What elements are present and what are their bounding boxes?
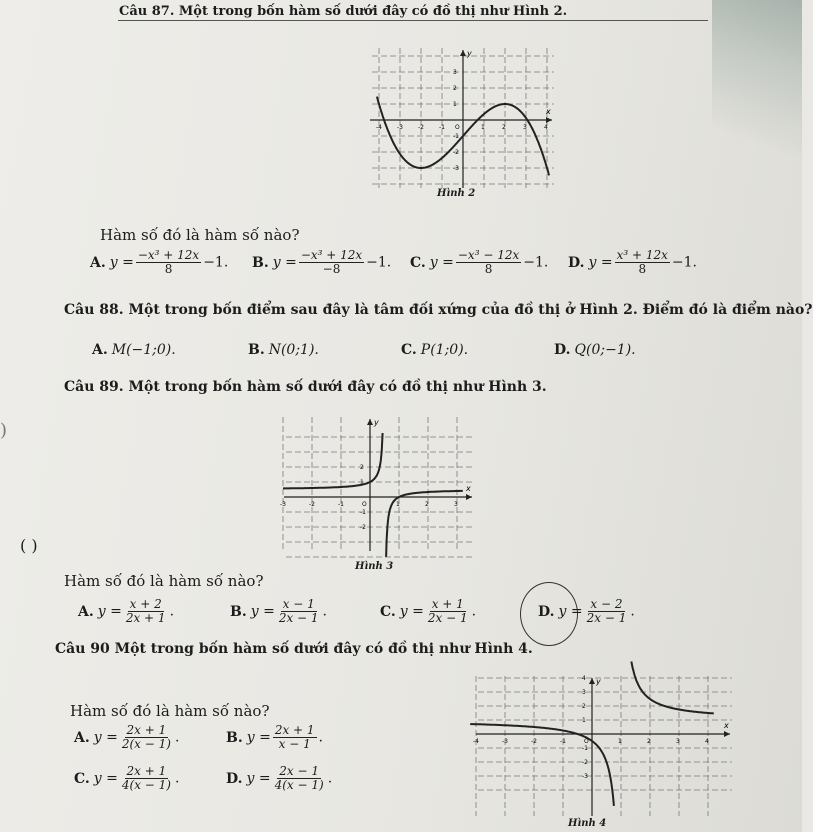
fraction-numerator: x + 1 xyxy=(431,597,464,611)
q90-question: Hàm số đó là hàm số nào? xyxy=(70,702,270,720)
x-axis-label: x xyxy=(546,107,551,116)
option-label: D. xyxy=(538,603,555,620)
option-prefix: y = xyxy=(429,254,454,271)
y-tick-label: -2 xyxy=(453,149,459,156)
option-fraction xyxy=(120,765,173,792)
option-suffix: . xyxy=(322,603,327,620)
q89-option-b[interactable] xyxy=(230,598,327,625)
option-fraction xyxy=(299,249,364,276)
x-tick-label: 3 xyxy=(523,124,527,131)
option-label: C. xyxy=(74,770,90,787)
fraction-denominator: 2x − 1 xyxy=(427,611,468,625)
option-label: A. xyxy=(78,603,94,620)
option-label: A. xyxy=(92,342,108,358)
y-tick-label: -1 xyxy=(582,745,588,752)
x-tick-label: -1 xyxy=(560,738,566,745)
option-prefix: y = xyxy=(93,770,118,787)
option-fraction xyxy=(120,724,173,751)
x-tick-label: 1 xyxy=(481,124,485,131)
q87-title: Câu 87. Một trong bốn hàm số dưới đây có đồ thị như Hình 2. xyxy=(119,4,568,19)
q88-option-b[interactable] xyxy=(248,342,319,358)
x-axis-arrow-icon xyxy=(466,494,472,500)
y-tick-label: 3 xyxy=(582,689,586,696)
y-tick-label: 3 xyxy=(453,69,457,76)
y-tick-label: 1 xyxy=(582,717,586,724)
fraction-denominator: 2x − 1 xyxy=(586,611,627,625)
fraction-numerator: 2x + 1 xyxy=(126,764,167,778)
option-fraction xyxy=(273,765,326,792)
option-label: D. xyxy=(568,254,585,271)
option-fraction xyxy=(456,249,521,276)
y-axis-label: y xyxy=(596,677,601,686)
x-tick-label: -1 xyxy=(338,501,344,508)
fraction-numerator: x + 2 xyxy=(129,597,162,611)
x-tick-label: -3 xyxy=(280,501,286,508)
y-axis-label: y xyxy=(467,49,472,58)
x-axis-arrow-icon xyxy=(546,117,552,123)
option-suffix: . xyxy=(169,603,175,620)
y-tick-label: 2 xyxy=(360,464,364,471)
option-label: D. xyxy=(554,342,571,358)
y-tick-label: -3 xyxy=(453,165,459,172)
q90-option-b[interactable] xyxy=(226,724,323,751)
origin-label: O xyxy=(362,501,367,508)
y-tick-label: -1 xyxy=(360,509,366,516)
x-tick-label: -2 xyxy=(309,501,315,508)
option-label: B. xyxy=(248,342,265,358)
x-tick-label: 1 xyxy=(618,738,622,745)
option-label: B. xyxy=(226,729,243,746)
option-prefix: y = xyxy=(588,254,613,271)
origin-label: O xyxy=(584,738,589,745)
x-axis-label: x xyxy=(724,721,729,730)
fraction-numerator: x − 1 xyxy=(282,597,315,611)
fraction-denominator: 2x + 1 xyxy=(125,611,166,625)
x-axis-label: x xyxy=(466,484,471,493)
q89-question: Hàm số đó là hàm số nào? xyxy=(64,572,264,590)
option-prefix: y = xyxy=(250,603,275,620)
option-label: C. xyxy=(410,254,426,271)
q90-option-d[interactable] xyxy=(226,765,332,792)
x-tick-label: -4 xyxy=(376,124,382,131)
option-prefix: y = xyxy=(558,603,583,620)
fraction-numerator: −x³ − 12x xyxy=(457,248,520,262)
option-prefix: y = xyxy=(93,729,118,746)
q87-option-a[interactable] xyxy=(90,249,228,276)
x-tick-label: 3 xyxy=(454,501,458,508)
option-label: A. xyxy=(74,729,90,746)
option-suffix: −1. xyxy=(523,254,549,271)
option-label: B. xyxy=(252,254,269,271)
option-suffix: . xyxy=(318,729,323,746)
y-tick-label: 1 xyxy=(360,479,364,486)
fraction-denominator: 8 xyxy=(638,262,647,276)
option-fraction xyxy=(277,598,321,625)
fraction-numerator: −x³ + 12x xyxy=(137,248,200,262)
y-tick-label: -2 xyxy=(582,759,588,766)
y-tick-label: -3 xyxy=(582,773,588,780)
option-fraction xyxy=(585,598,629,625)
fraction-denominator: 8 xyxy=(484,262,493,276)
option-prefix: y = xyxy=(246,729,271,746)
fraction-numerator: 2x − 1 xyxy=(279,764,320,778)
x-tick-label: -2 xyxy=(418,124,424,131)
option-label: A. xyxy=(90,254,106,271)
figure-2-caption: Hình 2 xyxy=(437,188,476,199)
fraction-denominator: 4(x − 1) xyxy=(121,778,171,792)
figure-3-graph xyxy=(282,413,478,563)
q89-option-a[interactable] xyxy=(78,598,174,625)
option-text: N(0;1). xyxy=(268,342,319,358)
figure-4-graph xyxy=(474,672,736,824)
q87-option-c[interactable] xyxy=(410,249,548,276)
fraction-denominator: 4(x − 1) xyxy=(274,778,324,792)
option-label: D. xyxy=(226,770,243,787)
option-suffix: −1. xyxy=(366,254,392,271)
x-tick-label: 3 xyxy=(676,738,680,745)
hyperbola-branch-left xyxy=(283,433,383,488)
option-text: Q(0;−1). xyxy=(574,342,636,358)
q89-option-d[interactable] xyxy=(538,598,635,625)
figure-3-caption: Hình 3 xyxy=(355,561,394,572)
option-fraction xyxy=(615,249,670,276)
background-corner xyxy=(712,0,802,170)
fraction-denominator: −8 xyxy=(322,262,341,276)
x-tick-label: 4 xyxy=(705,738,709,745)
y-axis-arrow-icon xyxy=(589,678,595,684)
q90-title: Câu 90 Một trong bốn hàm số dưới đây có đồ thị như Hình 4. xyxy=(55,641,533,657)
x-tick-label: 2 xyxy=(502,124,506,131)
option-suffix: . xyxy=(471,603,477,620)
q90-option-c[interactable] xyxy=(74,765,179,792)
option-text: P(1;0). xyxy=(420,342,469,358)
fraction-denominator: 2(x − 1) xyxy=(121,737,171,751)
y-axis-label: y xyxy=(374,418,379,427)
q89-option-c[interactable] xyxy=(380,598,476,625)
fraction-numerator: x³ + 12x xyxy=(616,248,668,262)
option-fraction xyxy=(426,598,470,625)
fraction-denominator: 2x − 1 xyxy=(278,611,319,625)
fraction-numerator: 2x + 1 xyxy=(274,723,315,737)
fraction-denominator: x − 1 xyxy=(278,737,311,751)
origin-label: O xyxy=(455,124,460,131)
x-tick-label: 2 xyxy=(647,738,651,745)
x-axis-arrow-icon xyxy=(724,731,730,737)
option-fraction xyxy=(136,249,201,276)
q87-option-b[interactable] xyxy=(252,249,391,276)
option-label: C. xyxy=(380,603,396,620)
option-prefix: y = xyxy=(272,254,297,271)
x-tick-label: -4 xyxy=(473,738,479,745)
y-axis-arrow-icon xyxy=(367,419,373,425)
x-tick-label: 1 xyxy=(396,501,400,508)
figure-4-caption: Hình 4 xyxy=(568,818,607,829)
option-prefix: y = xyxy=(109,254,134,271)
option-suffix: . xyxy=(327,770,333,787)
option-fraction xyxy=(124,598,168,625)
fraction-numerator: 2x + 1 xyxy=(126,723,167,737)
option-prefix: y = xyxy=(246,770,271,787)
margin-mark: ) xyxy=(0,420,8,441)
x-tick-label: -3 xyxy=(502,738,508,745)
x-tick-label: -2 xyxy=(531,738,537,745)
option-fraction xyxy=(273,724,317,751)
option-prefix: y = xyxy=(399,603,424,620)
y-axis-arrow-icon xyxy=(460,50,466,56)
q87-question: Hàm số đó là hàm số nào? xyxy=(100,226,300,244)
divider-line xyxy=(118,20,708,21)
option-text: M(−1;0). xyxy=(111,342,176,358)
q90-option-a[interactable] xyxy=(74,724,179,751)
fraction-numerator: −x³ + 12x xyxy=(300,248,363,262)
fraction-numerator: x − 2 xyxy=(590,597,623,611)
y-tick-label: 2 xyxy=(453,85,457,92)
q89-title: Câu 89. Một trong bốn hàm số dưới đây có đồ thị như Hình 3. xyxy=(64,379,547,395)
option-label: B. xyxy=(230,603,247,620)
option-suffix: . xyxy=(630,603,635,620)
q88-title: Câu 88. Một trong bốn điểm sau đây là tâm đối xứng của đồ thị ở Hình 2. Điểm đó là điểm nào? xyxy=(64,302,813,318)
margin-paren: ( ) xyxy=(20,536,38,555)
x-tick-label: -3 xyxy=(397,124,403,131)
q88-option-c[interactable] xyxy=(401,342,468,358)
y-tick-label: 1 xyxy=(453,101,457,108)
y-tick-label: 2 xyxy=(582,703,586,710)
q87-option-d[interactable] xyxy=(568,249,697,276)
option-suffix: . xyxy=(174,729,180,746)
option-prefix: y = xyxy=(97,603,122,620)
figure-2-graph xyxy=(368,44,558,204)
y-tick-label: -1 xyxy=(453,133,459,140)
y-tick-label: 4 xyxy=(582,675,586,682)
option-suffix: −1. xyxy=(203,254,229,271)
x-tick-label: 4 xyxy=(544,124,548,131)
option-suffix: . xyxy=(174,770,180,787)
q88-option-d[interactable] xyxy=(554,342,636,358)
option-label: C. xyxy=(401,342,417,358)
q88-option-a[interactable] xyxy=(92,342,176,358)
fraction-denominator: 8 xyxy=(164,262,173,276)
y-tick-label: -2 xyxy=(360,524,366,531)
x-tick-label: 2 xyxy=(425,501,429,508)
option-suffix: −1. xyxy=(671,254,698,271)
x-tick-label: -1 xyxy=(439,124,445,131)
